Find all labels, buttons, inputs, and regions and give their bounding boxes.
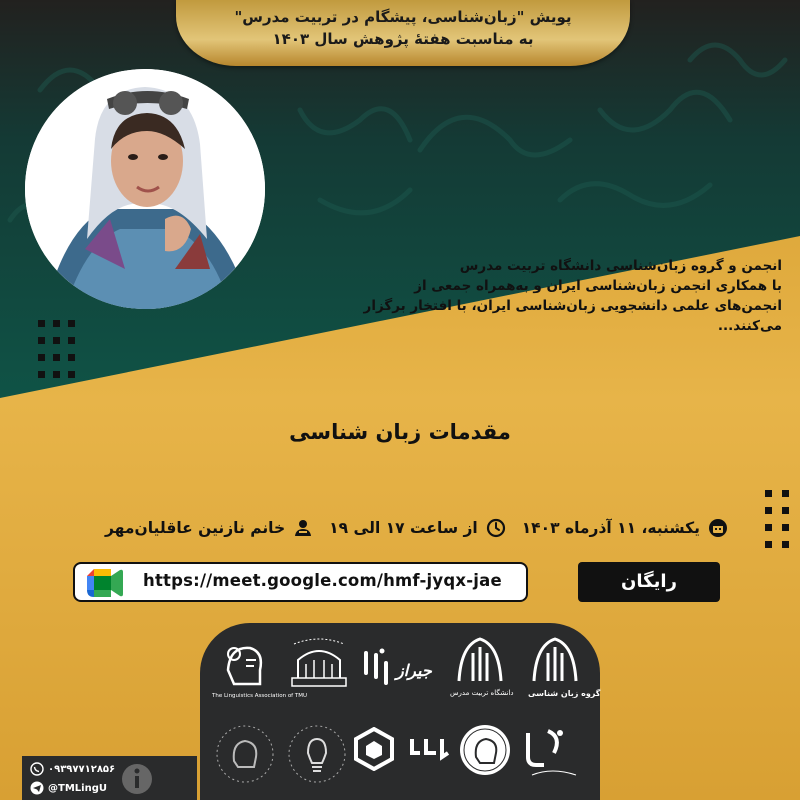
jiraz-logo: جیراز	[396, 661, 432, 680]
clock-icon	[486, 518, 506, 538]
whatsapp-icon	[30, 762, 44, 776]
university-building-logo	[288, 638, 350, 694]
title-banner	[176, 0, 630, 66]
meeting-link[interactable]: https://meet.google.com/hmf-jyqx-jae	[143, 571, 502, 590]
free-badge: رایگان	[578, 562, 720, 602]
zaba-logo	[408, 733, 452, 763]
speaker-icon	[293, 518, 313, 538]
banner-line-1: پویش "زبان‌شناسی، پیشگام در تربیت مدرس"	[234, 8, 572, 26]
telegram-icon	[30, 781, 44, 795]
student-association-logo	[458, 723, 512, 777]
intro-line-3: انجمن‌های علمی دانشجویی زبان‌شناسی ایران، با افتخار برگزار می‌کنند...	[363, 298, 782, 334]
event-time: از ساعت ۱۷ الی ۱۹	[329, 519, 478, 537]
hexagon-logo	[352, 727, 396, 771]
linguistics-association-logo	[220, 640, 268, 688]
digital-humanities-logo	[214, 723, 276, 785]
alzahra-logo	[522, 723, 582, 783]
event-details	[90, 514, 728, 542]
tmu-caption: دانشگاه تربیت مدرس	[450, 689, 514, 697]
meeting-link-box[interactable]	[73, 562, 528, 602]
tmu-logo	[455, 635, 505, 685]
intro-line-2: با همکاری انجمن زبان‌شناسی ایران و به‌همراه جمعی از	[414, 278, 782, 294]
linguistics-group-logo	[530, 635, 580, 685]
dots-decoration-right	[765, 490, 800, 550]
speaker-photo	[25, 69, 265, 309]
calendar-icon	[708, 518, 728, 538]
telegram-row	[30, 781, 107, 795]
linguistics-society-logo	[360, 643, 390, 703]
info-icon	[120, 762, 154, 796]
dots-decoration-left	[38, 320, 88, 380]
contact-info	[22, 756, 202, 800]
event-date: یکشنبه، ۱۱ آذرماه ۱۴۰۳	[521, 519, 700, 537]
speaker-portrait	[25, 69, 265, 309]
event-speaker: خانم نازنین عاقلیان‌مهر	[105, 519, 286, 537]
google-meet-icon	[87, 569, 123, 597]
telegram-handle: @TMLingU	[48, 782, 107, 794]
linguistics-association-caption: The Linguistics Association of TMU	[212, 693, 307, 699]
banner-line-2: به مناسبت هفتهٔ پژوهش سال ۱۴۰۳	[272, 30, 534, 48]
phone-number: ۰۹۳۹۷۷۱۲۸۵۶	[48, 763, 116, 775]
event-title: مقدمات زبان شناسی	[289, 420, 511, 444]
phone-row	[30, 762, 115, 776]
group-caption: گروه زبان شناسی	[528, 689, 601, 698]
intro-line-1: انجمن و گروه زبان‌شناسی دانشگاه تربیت مدرس	[459, 258, 782, 274]
logo-panel	[200, 623, 600, 800]
intro-text	[300, 256, 782, 336]
cognitive-science-logo	[286, 723, 348, 785]
